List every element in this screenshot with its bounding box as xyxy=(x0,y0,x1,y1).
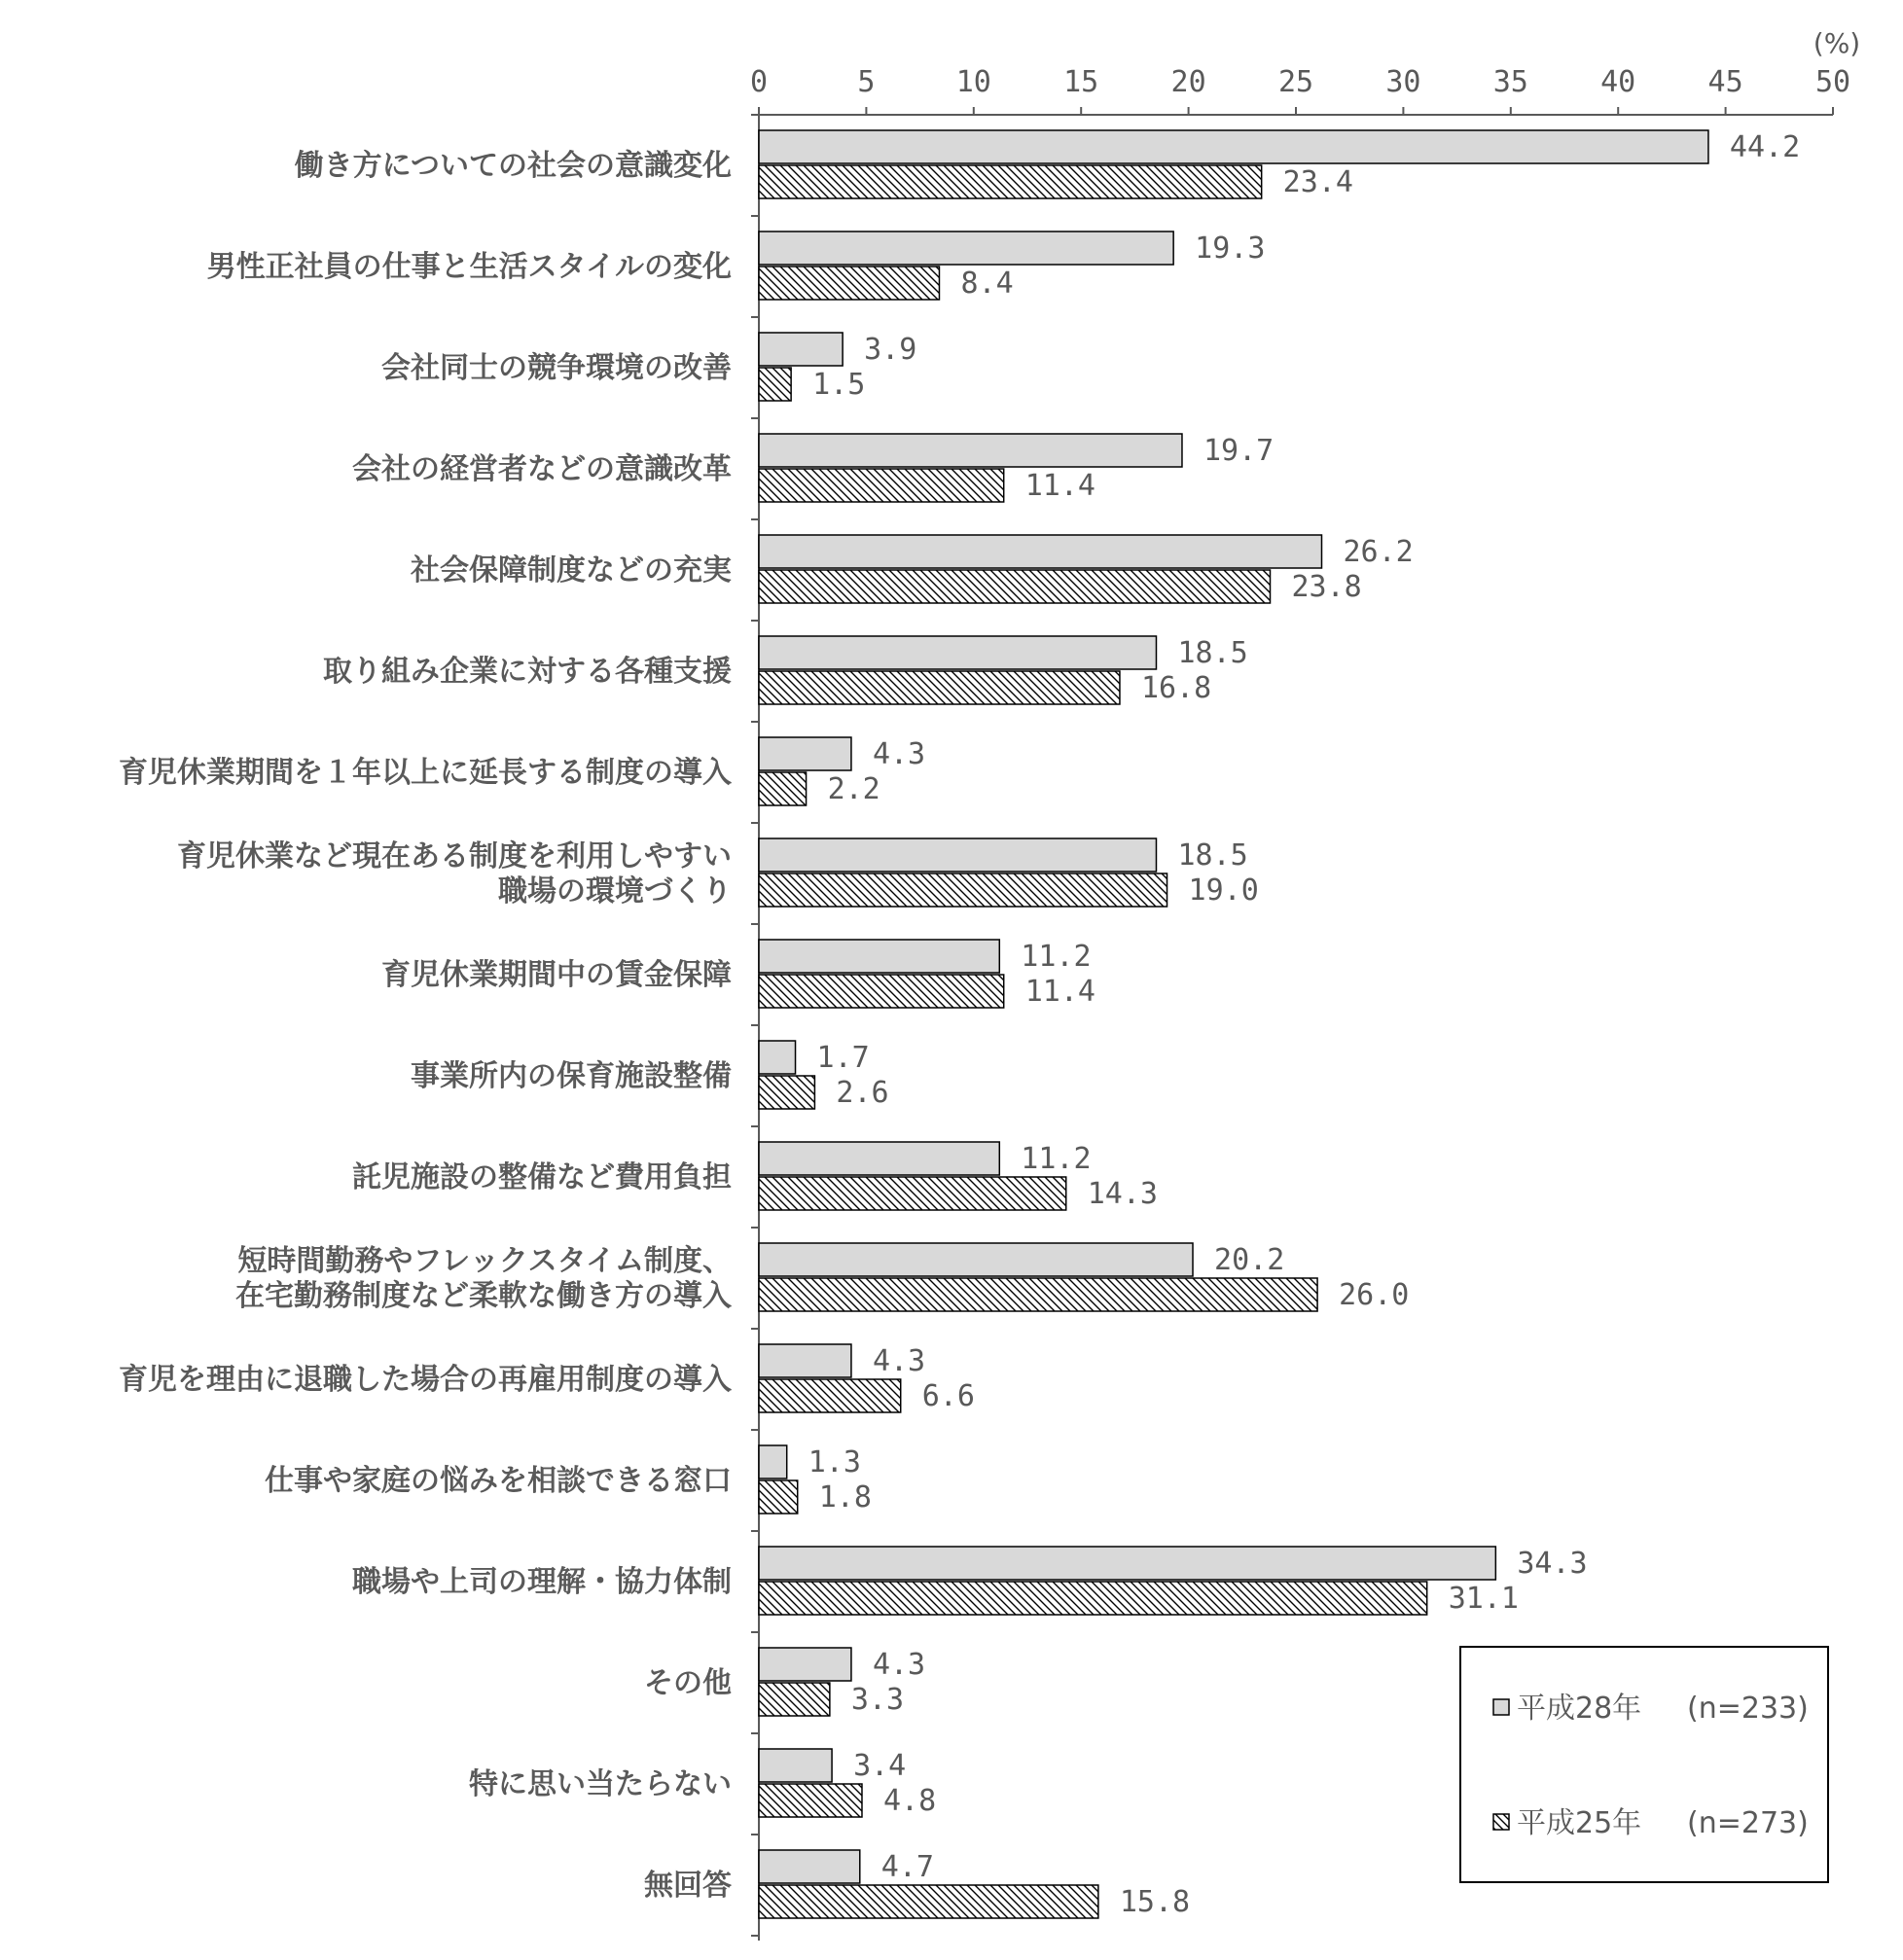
category-labels xyxy=(119,149,732,1903)
bar-h28 xyxy=(759,130,1708,163)
category-label: 育児を理由に退職した場合の再雇用制度の導入 xyxy=(119,1363,732,1397)
category-label: その他 xyxy=(644,1666,732,1700)
category-label: 特に思い当たらない xyxy=(469,1767,732,1801)
bar-h25 xyxy=(759,671,1120,704)
category-label: 会社の経営者などの意識改革 xyxy=(352,452,732,486)
category-label: 在宅勤務制度など柔軟な働き方の導入 xyxy=(235,1279,732,1313)
bar-h25 xyxy=(759,772,807,805)
data-label: 31.1 xyxy=(1448,1582,1519,1616)
data-label: 4.3 xyxy=(872,1648,926,1682)
x-tick-label: 25 xyxy=(1277,65,1314,99)
bar-h28 xyxy=(759,636,1156,669)
data-label: 20.2 xyxy=(1214,1243,1285,1277)
bar-h25 xyxy=(759,1076,814,1109)
legend-entry: 平成25年 xyxy=(1517,1806,1642,1840)
category-label: 育児休業など現在ある制度を利用しやすい xyxy=(177,839,732,873)
data-label: 23.4 xyxy=(1282,165,1353,199)
category-label: 仕事や家庭の悩みを相談できる窓口 xyxy=(265,1464,732,1498)
bar-h28 xyxy=(759,1648,851,1681)
x-tick-label: 15 xyxy=(1063,65,1099,99)
data-label: 4.7 xyxy=(880,1850,934,1884)
data-label: 11.4 xyxy=(1024,469,1095,503)
x-tick-label: 20 xyxy=(1170,65,1206,99)
bar-h28 xyxy=(759,232,1173,265)
bar-h28 xyxy=(759,535,1321,568)
category-label: 職場や上司の理解・協力体制 xyxy=(352,1565,732,1599)
bar-h28 xyxy=(759,737,851,770)
data-label: 16.8 xyxy=(1140,671,1212,705)
bar-h25 xyxy=(759,1683,830,1716)
legend xyxy=(1460,1647,1828,1882)
data-label: 6.6 xyxy=(921,1379,975,1413)
data-label: 4.3 xyxy=(872,1344,926,1378)
data-label: 3.4 xyxy=(853,1749,907,1783)
data-label: 18.5 xyxy=(1177,838,1248,873)
data-label: 14.3 xyxy=(1087,1177,1158,1211)
category-label: 無回答 xyxy=(644,1869,732,1903)
data-label: 19.0 xyxy=(1188,873,1259,908)
data-label: 11.2 xyxy=(1021,1142,1092,1176)
category-label: 社会保障制度などの充実 xyxy=(411,553,732,588)
bar-h25 xyxy=(759,1480,798,1514)
category-label: 職場の環境づくり xyxy=(498,874,732,909)
data-label: 18.5 xyxy=(1177,636,1248,670)
bar-h25 xyxy=(759,1784,862,1817)
data-label: 26.0 xyxy=(1339,1278,1410,1312)
category-label: 託児施設の整備など費用負担 xyxy=(352,1160,732,1194)
x-tick-label: 30 xyxy=(1385,65,1421,99)
data-label: 2.6 xyxy=(836,1076,889,1110)
category-label: 会社同士の競争環境の改善 xyxy=(381,351,732,385)
x-tick-label: 0 xyxy=(749,65,769,99)
bar-h25 xyxy=(759,267,939,300)
legend-swatch xyxy=(1493,1699,1509,1715)
bar-h25 xyxy=(759,1582,1427,1615)
bar-h25 xyxy=(759,1885,1098,1918)
bar-h25 xyxy=(759,368,791,401)
bar-h28 xyxy=(759,434,1182,467)
x-tick-label: 10 xyxy=(955,65,991,99)
bar-h25 xyxy=(759,469,1004,502)
x-tick-label: 5 xyxy=(857,65,876,99)
category-label: 取り組み企業に対する各種支援 xyxy=(323,655,732,689)
data-label: 4.8 xyxy=(882,1784,937,1818)
data-label: 4.3 xyxy=(872,737,926,771)
legend-box xyxy=(1460,1647,1828,1882)
bar-h28 xyxy=(759,940,999,973)
unit-label: (%) xyxy=(1813,27,1861,59)
legend-n: (n=233) xyxy=(1687,1692,1809,1726)
data-label: 1.3 xyxy=(808,1445,861,1479)
bar-h28 xyxy=(759,1243,1193,1276)
data-label: 1.5 xyxy=(812,368,866,402)
bar-h28 xyxy=(759,1850,860,1883)
bar-h28 xyxy=(759,1547,1495,1580)
data-label: 15.8 xyxy=(1119,1885,1191,1919)
legend-entry: 平成28年 xyxy=(1517,1692,1642,1726)
bar-h25 xyxy=(759,165,1262,198)
x-tick-label: 35 xyxy=(1492,65,1528,99)
data-label: 3.9 xyxy=(864,333,917,367)
bar-h28 xyxy=(759,1749,832,1782)
bar-h28 xyxy=(759,1445,787,1479)
category-label: 育児休業期間を１年以上に延長する制度の導入 xyxy=(119,756,732,790)
bar-h28 xyxy=(759,333,843,366)
category-label: 男性正社員の仕事と生活スタイルの変化 xyxy=(206,250,732,284)
legend-n: (n=273) xyxy=(1687,1806,1809,1840)
data-label: 1.8 xyxy=(818,1480,872,1515)
data-label: 11.2 xyxy=(1021,940,1092,974)
x-tick-label: 45 xyxy=(1707,65,1743,99)
bar-h28 xyxy=(759,838,1156,872)
data-label: 1.7 xyxy=(816,1041,870,1075)
bar-h28 xyxy=(759,1142,999,1175)
category-label: 短時間勤務やフレックスタイム制度、 xyxy=(237,1244,732,1278)
data-label: 19.7 xyxy=(1203,434,1275,468)
bar-h25 xyxy=(759,1379,901,1412)
data-label: 3.3 xyxy=(850,1683,905,1717)
data-label: 2.2 xyxy=(827,772,880,806)
data-label: 34.3 xyxy=(1517,1547,1588,1581)
bar-h25 xyxy=(759,1177,1066,1210)
x-tick-label: 50 xyxy=(1814,65,1851,99)
bar-h25 xyxy=(759,570,1271,603)
bar-h25 xyxy=(759,975,1004,1008)
bar-h25 xyxy=(759,1278,1317,1311)
category-label: 育児休業期間中の賃金保障 xyxy=(381,958,732,992)
bar-h28 xyxy=(759,1041,796,1074)
bar-h25 xyxy=(759,873,1167,907)
data-label: 11.4 xyxy=(1024,975,1095,1009)
bar-h28 xyxy=(759,1344,851,1377)
data-label: 8.4 xyxy=(960,267,1014,301)
legend-swatch xyxy=(1493,1814,1509,1830)
data-label: 26.2 xyxy=(1343,535,1414,569)
x-tick-label: 40 xyxy=(1600,65,1636,99)
category-label: 事業所内の保育施設整備 xyxy=(411,1059,732,1093)
category-label: 働き方についての社会の意識変化 xyxy=(294,149,732,183)
data-label: 44.2 xyxy=(1729,130,1801,164)
data-label: 19.3 xyxy=(1195,232,1266,266)
data-label: 23.8 xyxy=(1291,570,1362,604)
